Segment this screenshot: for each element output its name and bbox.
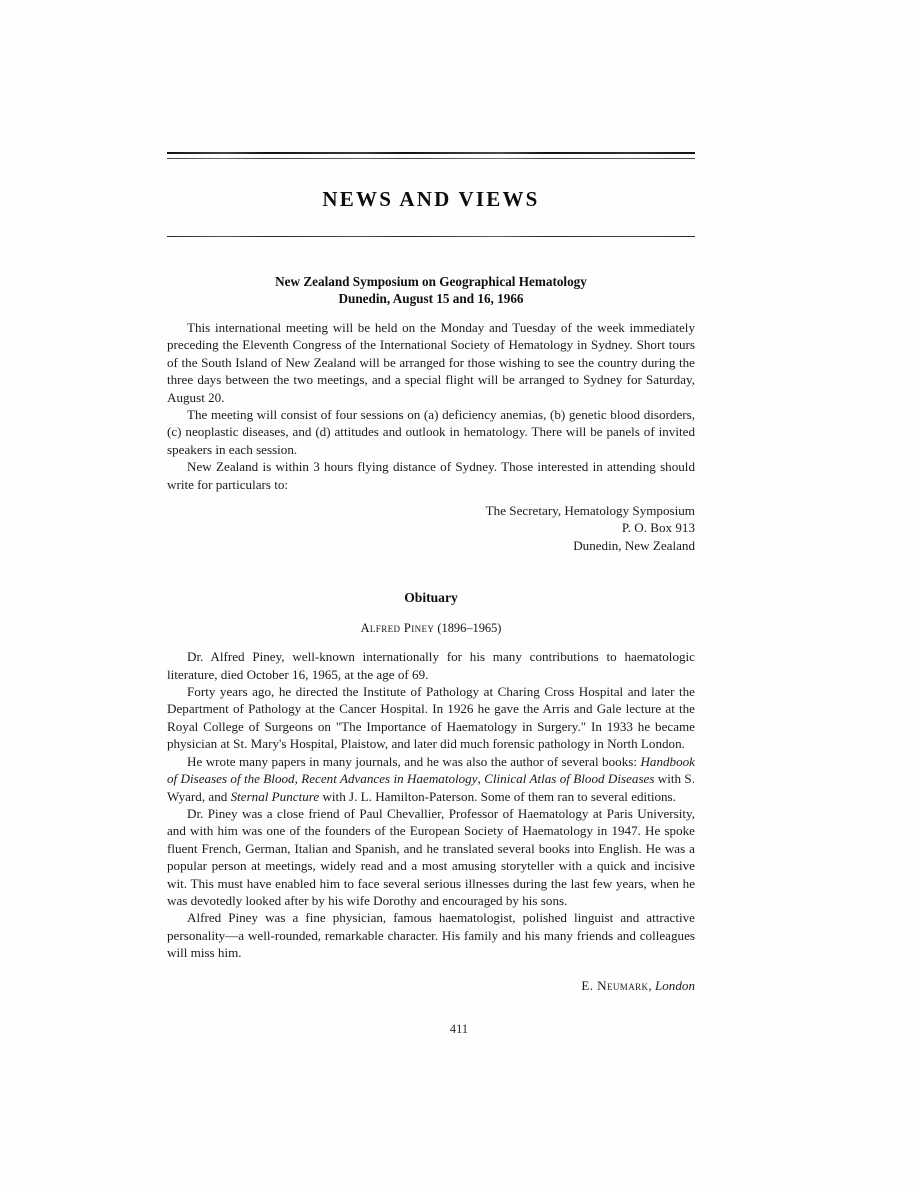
obituary-signature [167, 978, 695, 994]
obituary-books-mid: with S. Wyard, and [167, 771, 695, 804]
symposium-paragraph-3: New Zealand is within 3 hours flying distance of Sydney. Those interested in attending should write for particulars to: [167, 459, 695, 492]
signature-separator: , [648, 977, 655, 993]
book-title-sternal-puncture: Sternal Puncture [230, 788, 320, 804]
address-line-3: Dunedin, New Zealand [573, 537, 695, 553]
obituary-paragraph-1: Dr. Alfred Piney, well-known internationally for his many contributions to haematologic literature, died October 16, 1965, at the age of 69. [167, 649, 695, 682]
book-sep-2: , [477, 771, 485, 787]
obituary-subject-line [167, 621, 695, 636]
address-line-1: The Secretary, Hematology Symposium [485, 503, 695, 519]
signature-city: London [654, 977, 695, 993]
address-line-2: P. O. Box 913 [621, 520, 695, 536]
page-number: 411 [449, 1022, 469, 1036]
obituary-subject-name: Alfred Piney [360, 621, 435, 636]
book-title-recent-advances: Recent Advances in Haematology [301, 771, 478, 787]
symposium-heading-line-1: New Zealand Symposium on Geographical Hematology [275, 273, 587, 289]
book-title-clinical-atlas: Clinical Atlas of Blood Diseases [484, 771, 655, 787]
obituary-paragraph-4: Dr. Piney was a close friend of Paul Chevallier, Professor of Haematology at Paris University, and with him was one of the founders of the European Society of Haematology in 1947. He spoke fluent French, German, Italian and Spanish, and he translated several books into English. He was a popular person at meetings, widely read and a most amusing storyteller with a quick and incisive wit. This must have enabled him to face several serious illnesses during the last few years, when he was devotedly looked after by his wife Dorothy and encouraged by his sons. [167, 805, 695, 908]
masthead-bottom-rule [167, 236, 695, 237]
page-title: NEWS AND VIEWS [322, 186, 540, 211]
masthead-top-rule [167, 150, 695, 159]
signature-author: E. Neumark [581, 977, 649, 993]
symposium-heading-line-2: Dunedin, August 15 and 16, 1966 [338, 290, 524, 306]
symposium-heading [167, 273, 695, 307]
book-title-handbook: Handbook of Diseases of the Blood [167, 753, 695, 787]
obituary-books-tail: with J. L. Hamilton-Paterson. Some of them ran to several editions. [319, 788, 676, 804]
obituary-subject-dates: (1896–1965) [437, 621, 502, 636]
obituary-section-title: Obituary [404, 590, 458, 606]
symposium-paragraph-2: The meeting will consist of four sessions on (a) deficiency anemias, (b) genetic blood disorders, (c) neoplastic diseases, and (d) attitudes and outlook in hematology. There will be panels of invited speakers in each session. [167, 407, 695, 457]
masthead-rule-thin [167, 158, 695, 159]
obituary-books-lead: He wrote many papers in many journals, and he was also the author of several books: [187, 753, 641, 769]
page-content [167, 150, 695, 994]
obituary-paragraph-2: Forty years ago, he directed the Institute of Pathology at Charing Cross Hospital and later the Department of Pathology at the Cancer Hospital. In 1926 he gave the Arris and Gale lecture at the Royal College of Surgeons on "The Importance of Haematology in Surgery." In 1933 he became physician at St. Mary's Hospital, Plaistow, and later did much forensic pathology in North London. [167, 684, 695, 752]
obituary-paragraph-5: Alfred Piney was a fine physician, famous haematologist, polished linguist and attractive personality—a well-rounded, remarkable character. His family and his many friends and colleagues will miss him. [167, 910, 695, 961]
book-sep-1: , [294, 771, 302, 787]
masthead-rule-thick [167, 152, 695, 154]
masthead-spacer [167, 237, 695, 273]
obituary-paragraph-3 [167, 753, 695, 805]
symposium-paragraph-1: This international meeting will be held on the Monday and Tuesday of the week immediately preceding the Eleventh Congress of the International Society of Hematology in Sydney. Short tours of the South Island of New Zealand will be arranged for those wishing to see the country during the three days between the two meetings, and a special flight will be arranged to Sydney for Saturday, August 20. [167, 319, 695, 405]
symposium-contact-address [167, 502, 695, 554]
